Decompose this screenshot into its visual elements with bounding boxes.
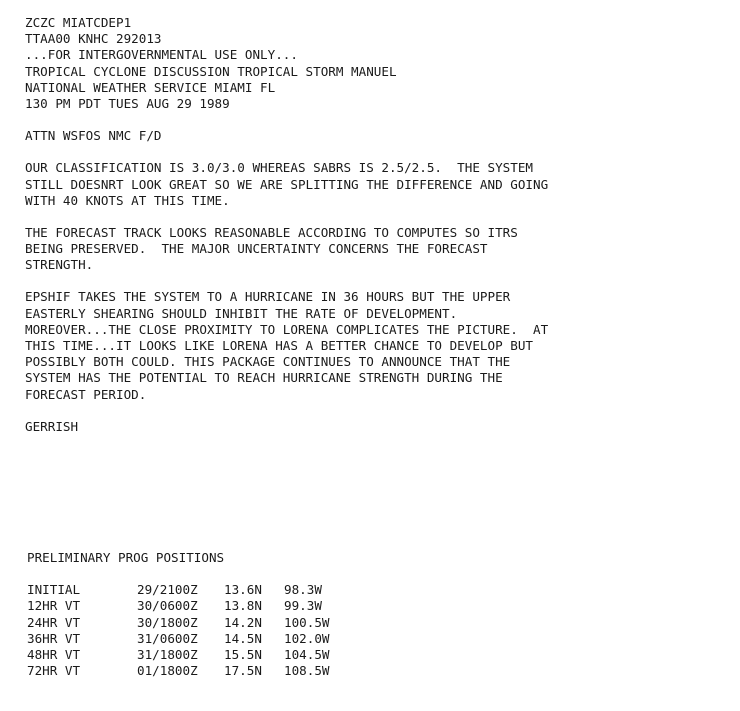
attention-line (25, 128, 725, 144)
row-latitude: 13.8N (224, 598, 262, 614)
paragraph-development (25, 289, 725, 402)
prog-positions-table (27, 582, 364, 679)
row-longitude: 99.3W (284, 598, 322, 614)
row-label: 72HR VT (27, 663, 81, 679)
row-label: 36HR VT (27, 630, 81, 646)
row-latitude: 14.5N (224, 630, 262, 646)
row-time: 30/0600Z (137, 598, 198, 614)
paragraph-line: EASTERLY SHEARING SHOULD INHIBIT THE RATE OF DEVELOPMENT. (25, 305, 458, 321)
row-longitude: 108.5W (284, 663, 330, 679)
table-row (27, 582, 364, 598)
bulletin-header (25, 15, 725, 112)
row-latitude: 14.2N (224, 614, 262, 630)
row-time: 29/2100Z (137, 582, 198, 598)
forecaster-signature: GERRISH (25, 418, 79, 434)
table-row (27, 598, 364, 614)
paragraph-line: OUR CLASSIFICATION IS 3.0/3.0 WHEREAS SABRS IS 2.5/2.5. THE SYSTEM (25, 160, 533, 176)
row-time: 01/1800Z (137, 663, 198, 679)
table-row (27, 663, 364, 679)
paragraph-line: THE FORECAST TRACK LOOKS REASONABLE ACCORDING TO COMPUTES SO ITRS (25, 224, 518, 240)
paragraph-classification (25, 160, 725, 209)
row-longitude: 102.0W (284, 630, 330, 646)
attn-text: ATTN WSFOS NMC F/D (25, 128, 162, 144)
row-time: 30/1800Z (137, 614, 198, 630)
discussion-document (25, 15, 725, 435)
header-line: NATIONAL WEATHER SERVICE MIAMI FL (25, 79, 276, 95)
header-line: 130 PM PDT TUES AUG 29 1989 (25, 95, 230, 111)
row-label: 12HR VT (27, 598, 81, 614)
row-label: 24HR VT (27, 614, 81, 630)
paragraph-forecast-track (25, 225, 725, 274)
prog-positions-title: PRELIMINARY PROG POSITIONS (27, 550, 225, 565)
table-row (27, 647, 364, 663)
paragraph-line: EPSHIF TAKES THE SYSTEM TO A HURRICANE IN 36 HOURS BUT THE UPPER (25, 289, 511, 305)
row-time: 31/0600Z (137, 630, 198, 646)
table-row (27, 615, 364, 631)
paragraph-line: BEING PRESERVED. THE MAJOR UNCERTAINTY CONCERNS THE FORECAST (25, 241, 488, 257)
paragraph-line: FORECAST PERIOD. (25, 386, 147, 402)
header-line: TROPICAL CYCLONE DISCUSSION TROPICAL STORM MANUEL (25, 63, 397, 79)
paragraph-line: MOREOVER...THE CLOSE PROXIMITY TO LORENA COMPLICATES THE PICTURE. AT (25, 321, 549, 337)
paragraph-line: WITH 40 KNOTS AT THIS TIME. (25, 192, 230, 208)
prog-positions (27, 550, 707, 679)
row-longitude: 104.5W (284, 647, 330, 663)
header-line: TTAA00 KNHC 292013 (25, 31, 162, 47)
paragraph-line: POSSIBLY BOTH COULD. THIS PACKAGE CONTINUES TO ANNOUNCE THAT THE (25, 354, 511, 370)
row-label: INITIAL (27, 582, 81, 598)
row-label: 48HR VT (27, 647, 81, 663)
paragraph-line: THIS TIME...IT LOOKS LIKE LORENA HAS A BETTER CHANCE TO DEVELOP BUT (25, 338, 533, 353)
row-longitude: 98.3W (284, 582, 322, 598)
row-latitude: 17.5N (224, 663, 262, 679)
row-latitude: 13.6N (224, 582, 262, 598)
row-latitude: 15.5N (224, 647, 262, 663)
table-row (27, 631, 364, 647)
header-line: ZCZC MIATCDEP1 (25, 15, 132, 30)
row-longitude: 100.5W (284, 614, 330, 630)
paragraph-line: STRENGTH. (25, 257, 94, 273)
paragraph-line: SYSTEM HAS THE POTENTIAL TO REACH HURRICANE STRENGTH DURING THE (25, 370, 503, 386)
header-line: ...FOR INTERGOVERNMENTAL USE ONLY... (25, 47, 298, 63)
paragraph-line: STILL DOESNRT LOOK GREAT SO WE ARE SPLITTING THE DIFFERENCE AND GOING (25, 176, 549, 192)
row-time: 31/1800Z (137, 647, 198, 663)
